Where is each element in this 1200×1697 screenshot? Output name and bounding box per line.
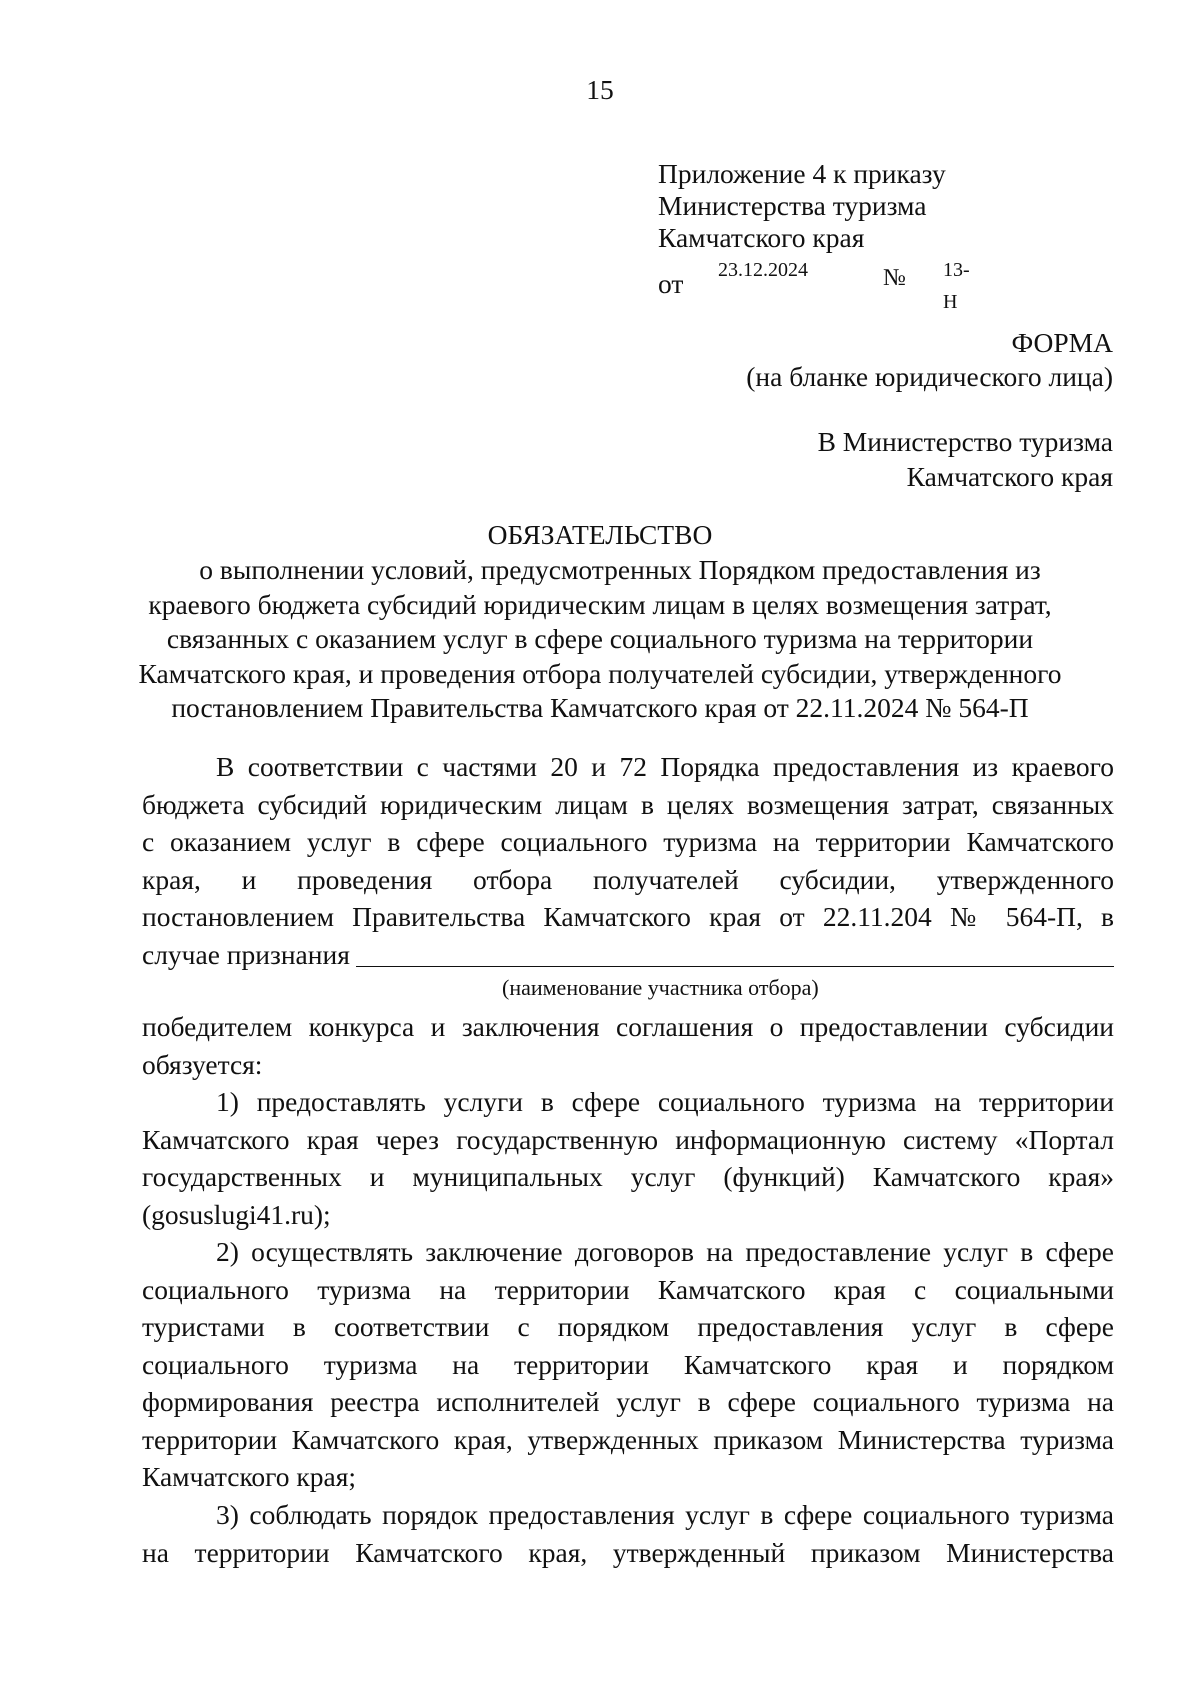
item-2 xyxy=(142,1233,1114,1496)
paragraph-line: победителем конкурса и заключения соглашения о предоставлении субсидии xyxy=(142,1011,1114,1042)
paragraph-line: края, и проведения отбора получателей субсидии, утвержденного xyxy=(142,863,1114,895)
paragraph-line: В соответствии с частями 20 и 72 Порядка предоставления из краевого xyxy=(216,751,1114,782)
addressee xyxy=(818,424,1113,494)
item-line: социального туризма на территории Камчатского края и порядком xyxy=(142,1348,1114,1380)
paragraph-1 xyxy=(142,748,1114,1001)
paragraph-line: бюджета субсидий юридическим лицам в целях возмещения затрат, связанных xyxy=(142,788,1114,820)
document-title: ОБЯЗАТЕЛЬСТВО xyxy=(487,519,713,550)
fill-label: случае признания xyxy=(142,938,350,970)
subtitle-line: связанных с оказанием услуг в сфере социального туризма на территории xyxy=(166,623,1034,654)
item-line: территории Камчатского края, утвержденных приказом Министерства туризма xyxy=(142,1423,1114,1455)
order-number: 13-Н xyxy=(943,259,970,313)
item-line: 3) соблюдать порядок предоставления услуг в сфере социального туризма xyxy=(216,1499,1114,1530)
subtitle-line: краевого бюджета субсидий юридическим лицам в целях возмещения затрат, xyxy=(148,588,1052,620)
paragraph-line: с оказанием услуг в сфере социального туризма на территории Камчатского xyxy=(142,826,1114,857)
item-line: (gosuslugi41.ru); xyxy=(142,1198,331,1230)
item-3 xyxy=(142,1496,1114,1571)
form-label xyxy=(746,326,1113,394)
item-line: Камчатского края через государственную информационную систему «Портал xyxy=(142,1123,1114,1155)
item-1 xyxy=(142,1083,1114,1233)
item-line: туристами в соответствии с порядком предоставления услуг в сфере xyxy=(142,1311,1114,1342)
item-line: Камчатского края; xyxy=(142,1461,357,1492)
participant-name-row xyxy=(142,936,1114,974)
appendix-line-3: Камчатского края xyxy=(658,222,865,253)
subtitle-line: постановлением Правительства Камчатского края от 22.11.2024 № 564-П xyxy=(171,692,1029,723)
appendix-line-2: Министерства туризма xyxy=(658,190,927,221)
item-line: социального туризма на территории Камчатского края с социальными xyxy=(142,1273,1114,1305)
item-line: 2) осуществлять заключение договоров на предоставление услуг в сфере xyxy=(216,1236,1114,1267)
addressee-line-1: В Министерство туризма xyxy=(817,426,1113,457)
order-date-number xyxy=(658,254,970,313)
item-line: 1) предоставлять услуги в сфере социального туризма на территории xyxy=(216,1086,1114,1117)
document-subtitle xyxy=(0,553,1200,726)
subtitle-line: о выполнении условий, предусмотренных Порядком предоставления из xyxy=(199,554,1041,585)
addressee-line-2: Камчатского края xyxy=(906,461,1113,492)
paragraph-line: обязуется: xyxy=(142,1048,263,1080)
appendix-line-1: Приложение 4 к приказу xyxy=(658,158,946,189)
page-number: 15 xyxy=(586,74,614,105)
paragraph-1-continued xyxy=(142,1008,1114,1083)
order-date: 23.12.2024 xyxy=(718,259,808,281)
participant-name-caption: (наименование участника отбора) xyxy=(502,975,819,1000)
order-from-label: от xyxy=(658,268,684,299)
item-line: на территории Камчатского края, утвержденный приказом Министерства xyxy=(142,1536,1114,1568)
order-number-sign: № xyxy=(883,265,906,291)
form-title: ФОРМА xyxy=(1011,327,1113,358)
appendix-header xyxy=(658,158,970,313)
paragraph-line: постановлением Правительства Камчатского края от 22.11.204 № 564-П, в xyxy=(142,901,1114,932)
subtitle-line: Камчатского края, и проведения отбора получателей субсидии, утвержденного xyxy=(138,657,1062,689)
form-note: (на бланке юридического лица) xyxy=(746,361,1113,392)
participant-name-blank[interactable] xyxy=(356,938,1114,967)
item-line: государственных и муниципальных услуг (функций) Камчатского края» xyxy=(142,1161,1114,1192)
item-line: формирования реестра исполнителей услуг в сфере социального туризма на xyxy=(142,1386,1114,1417)
